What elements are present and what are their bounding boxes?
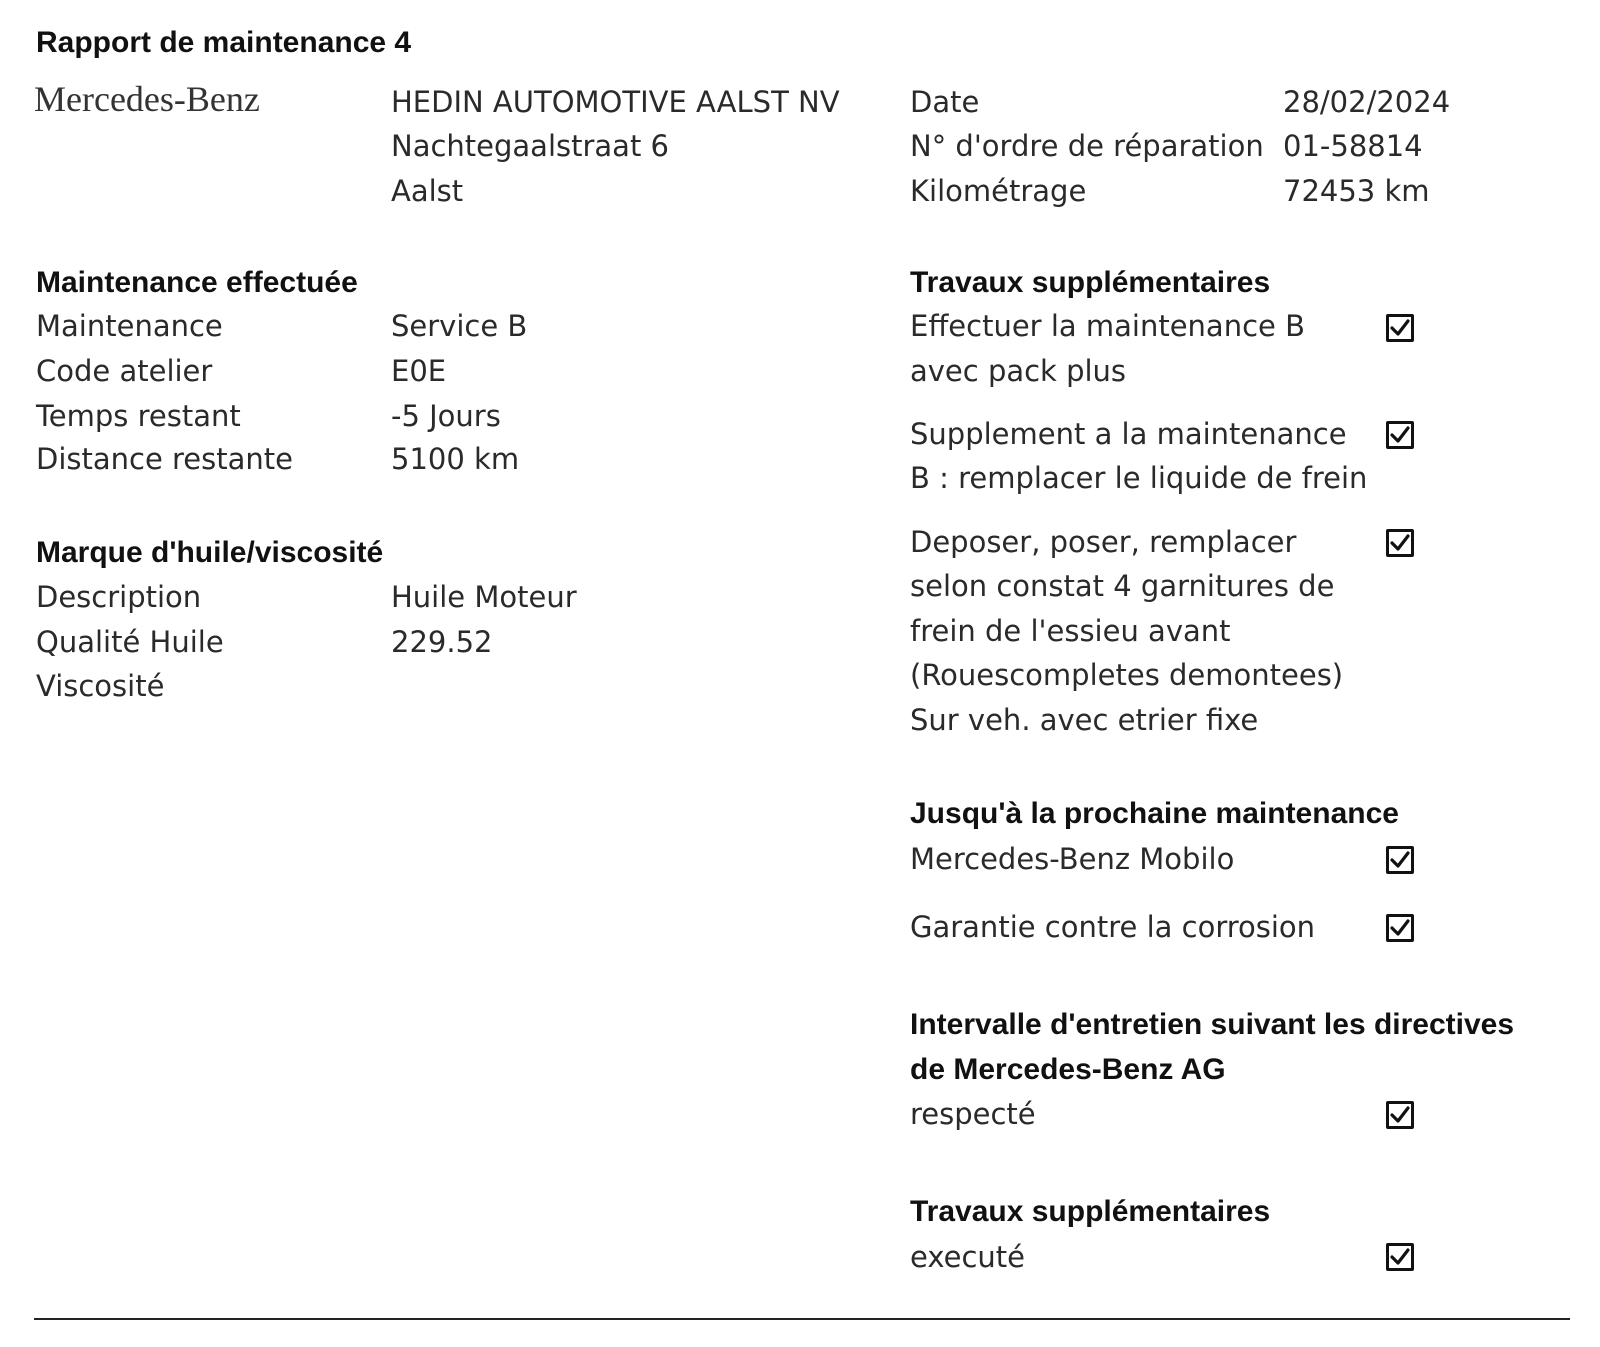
oil-quality-value: 229.52 xyxy=(391,625,493,659)
extra-work-item-2-line-2: B : remplacer le liquide de frein xyxy=(910,461,1368,495)
extra-work-item-3-line-4: (Rouescompletes demontees) xyxy=(910,658,1344,692)
remaining-distance-value: 5100 km xyxy=(391,442,520,476)
checkmark-icon xyxy=(1389,917,1411,939)
extra-work-item-2-line-1: Supplement a la maintenance xyxy=(910,417,1347,451)
workshop-code-value: E0E xyxy=(391,354,447,388)
interval-heading-line-2: de Mercedes-Benz AG xyxy=(910,1053,1226,1086)
mobilo-label: Mercedes-Benz Mobilo xyxy=(910,842,1235,876)
checkmark-icon xyxy=(1389,1246,1411,1268)
extra-work-item-3-line-5: Sur veh. avec etrier fixe xyxy=(910,703,1259,737)
extra-work-done-checkbox[interactable] xyxy=(1386,1243,1414,1271)
dealer-street: Nachtegaalstraat 6 xyxy=(391,129,669,163)
corrosion-warranty-label: Garantie contre la corrosion xyxy=(910,910,1316,944)
checkmark-icon xyxy=(1389,424,1411,446)
viscosity-label: Viscosité xyxy=(36,669,165,703)
dealer-city: Aalst xyxy=(391,174,464,208)
mobilo-checkbox[interactable] xyxy=(1386,846,1414,874)
interval-heading-line-1: Intervalle d'entretien suivant les directives xyxy=(910,1008,1515,1041)
mileage-value: 72453 km xyxy=(1283,174,1430,208)
order-number-value: 01-58814 xyxy=(1283,129,1423,163)
date-value: 28/02/2024 xyxy=(1283,85,1451,119)
bottom-divider xyxy=(34,1318,1570,1320)
extra-work-item-3-line-3: frein de l'essieu avant xyxy=(910,614,1231,648)
mercedes-benz-logo: Mercedes-Benz xyxy=(34,79,260,119)
corrosion-warranty-checkbox[interactable] xyxy=(1386,914,1414,942)
extra-work-item-3-line-1: Deposer, poser, remplacer xyxy=(910,525,1297,559)
workshop-code-label: Code atelier xyxy=(36,354,213,388)
extra-work-item-3-checkbox[interactable] xyxy=(1386,529,1414,557)
remaining-time-value: -5 Jours xyxy=(391,399,501,433)
extra-work-done-label: executé xyxy=(910,1240,1025,1274)
checkmark-icon xyxy=(1389,1104,1411,1126)
maintenance-done-heading: Maintenance effectuée xyxy=(36,266,358,299)
report-title: Rapport de maintenance 4 xyxy=(36,26,412,59)
extra-work-item-1-checkbox[interactable] xyxy=(1386,314,1414,342)
extra-work-item-1-line-2: avec pack plus xyxy=(910,354,1127,388)
mileage-label: Kilométrage xyxy=(910,174,1087,208)
extra-work-heading: Travaux supplémentaires xyxy=(910,266,1271,299)
checkmark-icon xyxy=(1389,317,1411,339)
maintenance-label: Maintenance xyxy=(36,309,223,343)
date-label: Date xyxy=(910,85,980,119)
oil-quality-label: Qualité Huile xyxy=(36,625,224,659)
checkmark-icon xyxy=(1389,849,1411,871)
extra-work-item-2-checkbox[interactable] xyxy=(1386,421,1414,449)
extra-work-item-3-line-2: selon constat 4 garnitures de xyxy=(910,569,1335,603)
extra-work-done-heading: Travaux supplémentaires xyxy=(910,1195,1271,1228)
checkmark-icon xyxy=(1389,532,1411,554)
remaining-time-label: Temps restant xyxy=(36,399,241,433)
dealer-name: HEDIN AUTOMOTIVE AALST NV xyxy=(391,85,840,119)
remaining-distance-label: Distance restante xyxy=(36,442,293,476)
extra-work-item-1-line-1: Effectuer la maintenance B xyxy=(910,309,1305,343)
interval-respected-checkbox[interactable] xyxy=(1386,1101,1414,1129)
oil-heading: Marque d'huile/viscosité xyxy=(36,536,384,569)
next-maintenance-heading: Jusqu'à la prochaine maintenance xyxy=(910,797,1399,830)
order-number-label: N° d'ordre de réparation xyxy=(910,129,1264,163)
oil-description-label: Description xyxy=(36,580,202,614)
oil-description-value: Huile Moteur xyxy=(391,580,577,614)
maintenance-value: Service B xyxy=(391,309,528,343)
interval-respected-label: respecté xyxy=(910,1097,1036,1131)
